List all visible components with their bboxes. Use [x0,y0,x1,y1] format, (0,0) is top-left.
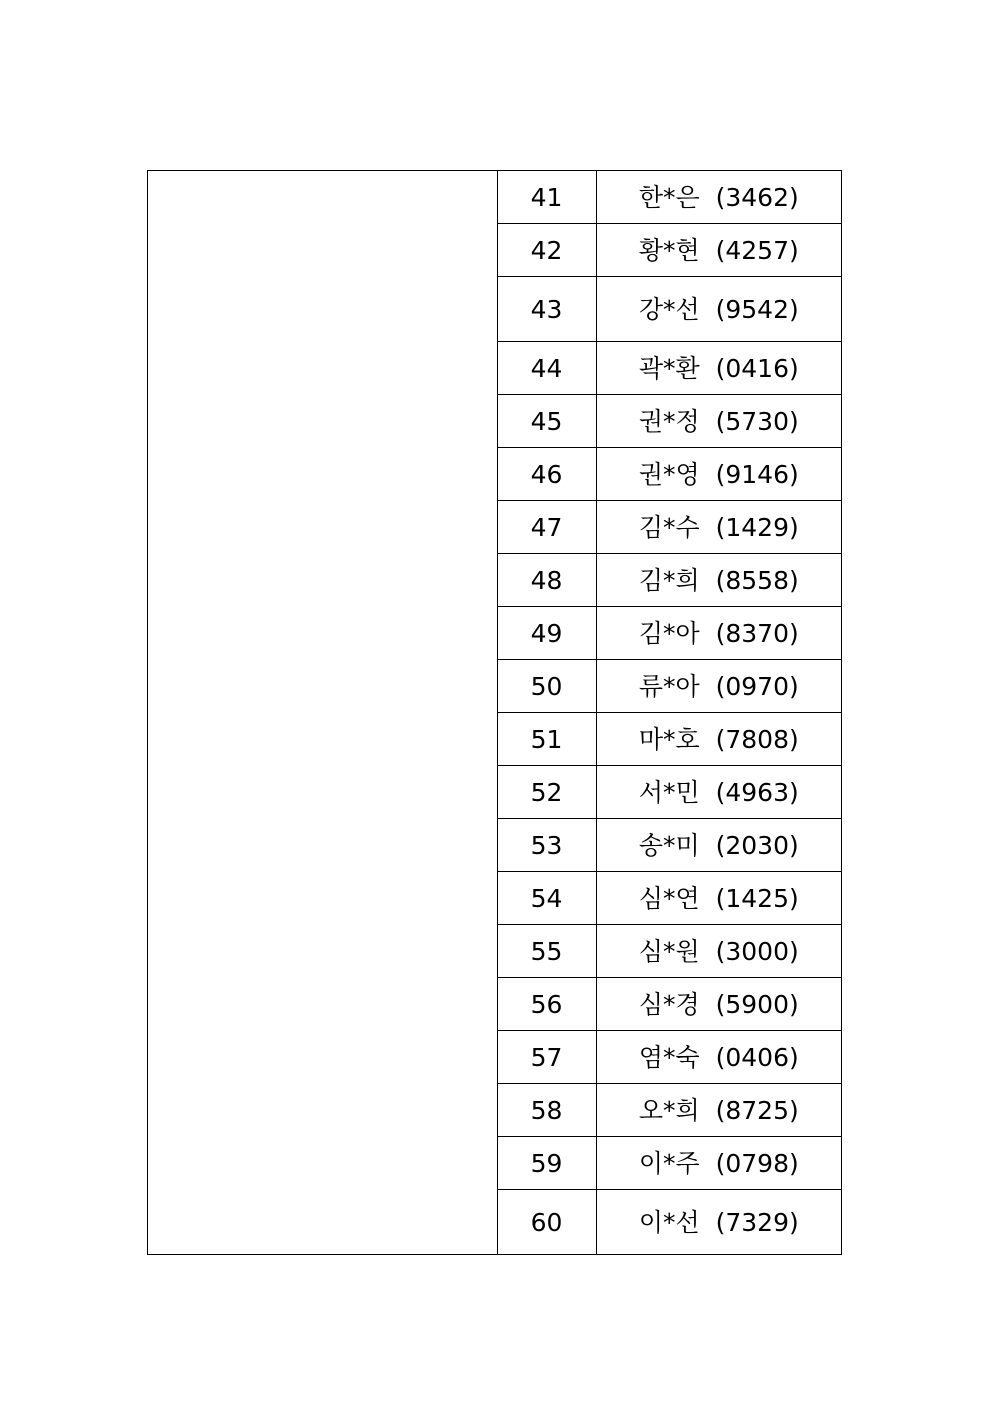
row-number: 45 [497,395,596,448]
row-number: 60 [497,1190,596,1255]
masked-name-with-id: 류*아 (0970) [596,660,841,713]
masked-name-with-id: 황*현 (4257) [596,224,841,277]
roster-table-body [148,171,842,1255]
row-number: 54 [497,872,596,925]
table-row [148,171,842,224]
masked-name-with-id: 이*주 (0798) [596,1137,841,1190]
masked-name-with-id: 김*희 (8558) [596,554,841,607]
row-number: 53 [497,819,596,872]
row-number: 58 [497,1084,596,1137]
row-number: 50 [497,660,596,713]
masked-name-with-id: 오*희 (8725) [596,1084,841,1137]
masked-name-with-id: 김*수 (1429) [596,501,841,554]
masked-name-with-id: 서*민 (4963) [596,766,841,819]
masked-name-with-id: 염*숙 (0406) [596,1031,841,1084]
masked-name-with-id: 곽*환 (0416) [596,342,841,395]
row-number: 57 [497,1031,596,1084]
row-number: 42 [497,224,596,277]
row-number: 41 [497,171,596,224]
row-number: 59 [497,1137,596,1190]
row-number: 56 [497,978,596,1031]
masked-name-with-id: 마*호 (7808) [596,713,841,766]
masked-name-with-id: 심*경 (5900) [596,978,841,1031]
masked-name-with-id: 심*원 (3000) [596,925,841,978]
masked-name-with-id: 김*아 (8370) [596,607,841,660]
row-number: 49 [497,607,596,660]
row-number: 55 [497,925,596,978]
row-number: 52 [497,766,596,819]
masked-name-with-id: 한*은 (3462) [596,171,841,224]
blank-merged-cell [148,171,498,1255]
masked-name-with-id: 송*미 (2030) [596,819,841,872]
row-number: 47 [497,501,596,554]
masked-name-with-id: 심*연 (1425) [596,872,841,925]
masked-name-with-id: 권*영 (9146) [596,448,841,501]
masked-name-with-id: 권*정 (5730) [596,395,841,448]
row-number: 51 [497,713,596,766]
row-number: 43 [497,277,596,342]
masked-name-with-id: 이*선 (7329) [596,1190,841,1255]
row-number: 48 [497,554,596,607]
row-number: 46 [497,448,596,501]
row-number: 44 [497,342,596,395]
masked-name-with-id: 강*선 (9542) [596,277,841,342]
roster-table [147,170,842,1255]
